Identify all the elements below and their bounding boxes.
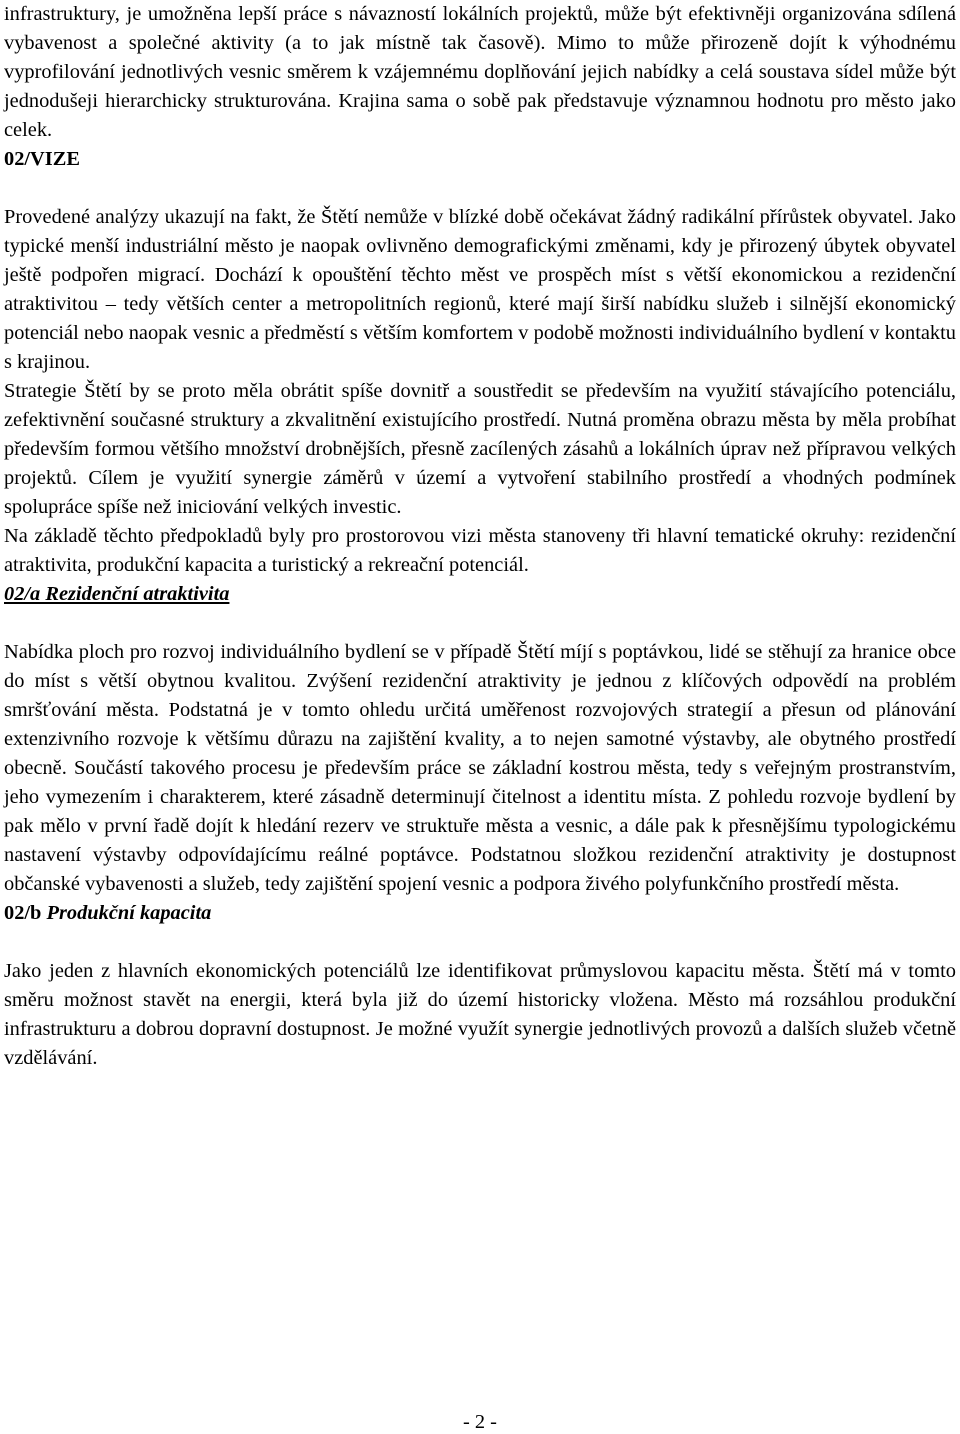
vize-paragraph-3: Na základě těchto předpokladů byly pro prostorovou vizi města stanoveny tři hlavní tematické okruhy: rezidenční atraktivita, produkční kapacita a turistický a rekreační potenciál. — [4, 525, 956, 576]
intro-paragraph: infrastruktury, je umožněna lepší práce s návazností lokálních projektů, může být efektivněji organizována sdílená vybavenost a společné aktivity (a to jak místně tak časově). Mimo to může přirozeně dojít k výhodnému vyprofilování jednotlivých vesnic směrem k vzájemnému doplňování jejich nabídky a celá soustava sídel může být jednodušeji hierarchicky strukturována. Krajina sama o sobě pak představuje významnou hodnotu pro město jako celek. — [4, 3, 956, 141]
vize-body — [4, 203, 956, 580]
produkcni-paragraph: Jako jeden z hlavních ekonomických potenciálů lze identifikovat průmyslovou kapacitu města. Štětí má v tomto směru možnost stavět na energii, která byla již do území historicky vložena. Město má rozsáhlou produkční infrastrukturu a dobrou dopravní dostupnost. Je možné využít synergie jednotlivých provozů a dalších služeb včetně vzdělávání. — [4, 960, 956, 1069]
rezidencni-paragraph: Nabídka ploch pro rozvoj individuálního bydlení se v případě Štětí míjí s poptávkou, lidé se stěhují za hranice obce do míst s větší obytnou kvalitou. Zvýšení rezidenční atraktivity je jednou z klíčových odpovědí na problém smršťování města. Podstatná je v tomto ohledu určitá uměřenost rozvojových strategií a přesun od plánování extenzivního rozvoje k většímu důrazu na zajištění kvality, a to nejen samotné výstavby, ale obytného prostředí obecně. Součástí takového procesu je především práce se základní kostrou města, tedy s veřejným prostranstvím, jeho vymezením i charakterem, které zásadně determinují čitelnost a identitu místa. Z pohledu rozvoje bydlení by pak mělo v první řadě dojít k hledání rezerv ve struktuře města a vesnic, a dále pak k přesnějšímu typologickému nastavení výstavby odpovídajícímu reálné poptávce. Podstatnou složkou rezidenční atraktivity je dostupnost občanské vybavenosti a služeb, tedy zajištění spojení vesnic a podpora živého polyfunkčního prostředí města. — [4, 641, 956, 895]
vize-paragraph-1: Provedené analýzy ukazují na fakt, že Štětí nemůže v blízké době očekávat žádný radikální přírůstek obyvatel. Jako typické menší industriální město je naopak ovlivněno demografickými změnami, kdy je přirozený úbytek obyvatel ještě podpořen migrací. Dochází k opouštění těchto měst ve prospěch míst s větší ekonomickou a rezidenční atraktivitou – tedy větších center a metropolitních regionů, které mají širší nabídku služeb i silnější ekonomický potenciál nebo naopak vesnic a předměstí s větším komfortem v podobě možnosti individuálního bydlení v kontaktu s krajinou. — [4, 206, 956, 373]
document-page — [4, 0, 956, 1073]
produkcni-heading-prefix: 02/b — [4, 902, 47, 924]
vize-paragraph-2: Strategie Štětí by se proto měla obrátit spíše dovnitř a soustředit se především na využití stávajícího potenciálu, zefektivnění současné struktury a zkvalitnění existujícího prostředí. Nutná proměna obrazu města by měla probíhat především formou většího množství drobnějších, přesně zacílených zásahů a lokálních úprav než přípravou velkých projektů. Cílem je využití synergie záměrů v území a vytvoření stabilního prostředí a vhodných podmínek spolupráce spíše než iniciování velkých investic. — [4, 380, 956, 518]
section-heading-rezidencni — [4, 580, 956, 609]
section-heading-vize: 02/VIZE — [4, 148, 80, 170]
rezidencni-heading-text: 02/a Rezidenční atraktivita — [4, 583, 230, 605]
page-number: - 2 - — [463, 1411, 497, 1433]
produkcni-heading-title: Produkční kapacita — [46, 902, 212, 924]
section-heading-produkcni — [4, 899, 956, 928]
